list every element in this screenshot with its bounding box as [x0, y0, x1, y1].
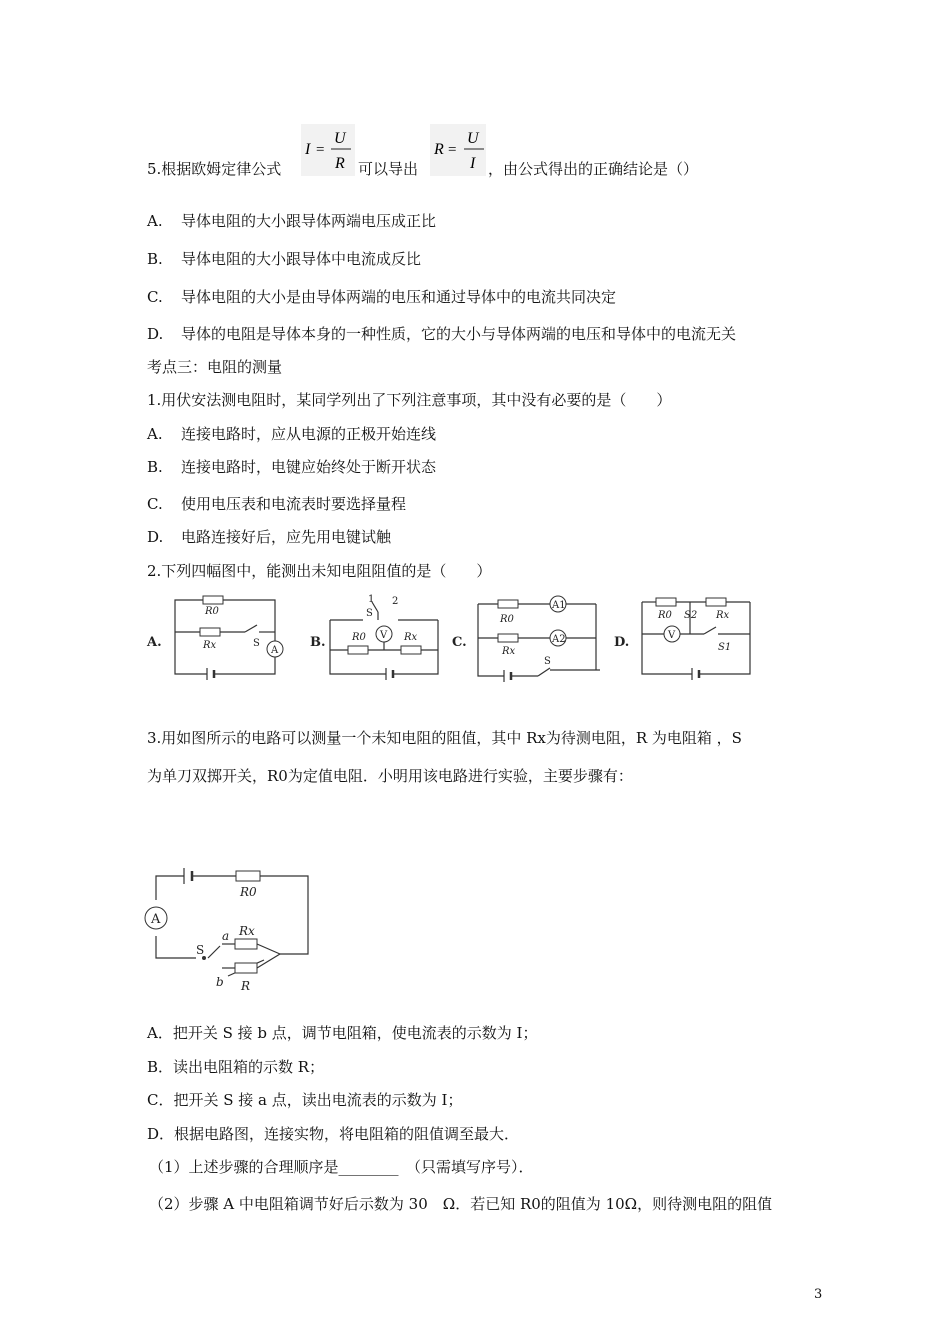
- circuit-a-right-wire: [215, 656, 275, 674]
- q3-wire-a-right: [257, 944, 280, 954]
- ohm-formula-2-svg: [430, 124, 486, 176]
- q3-rheostat: [235, 963, 257, 973]
- page-number: 3: [814, 1287, 823, 1302]
- q5-option-b[interactable]: [147, 248, 421, 269]
- circuit-a-switch-blade: [245, 625, 257, 632]
- q5-option-c[interactable]: [147, 286, 616, 307]
- q3-wire-right: [260, 876, 308, 954]
- circuit-b[interactable]: [308, 590, 448, 687]
- q3-a-point-label: a: [222, 929, 230, 943]
- q3-b-point-label: b: [216, 975, 224, 989]
- formula2-den: I: [470, 155, 476, 172]
- section-heading: 考点三：电阻的测量: [147, 358, 283, 376]
- q1-option-c[interactable]: [147, 493, 406, 514]
- q1-option-b[interactable]: [147, 456, 436, 477]
- circuit-d-r0: [656, 598, 676, 606]
- q5-option-a-text: 导体电阻的大小跟导体两端电压成正比: [181, 212, 437, 230]
- q3-switch-blade: [208, 946, 220, 958]
- circuit-b-voltmeter-label: V: [380, 630, 388, 641]
- q3-subquestion-2: （2）步骤 A 中电阻箱调节好后示数为 30 Ω．若已知 R0的阻值为 10Ω，则待测电阻的阻值: [149, 1195, 773, 1213]
- circuit-b-rx: [401, 646, 421, 654]
- circuit-c-rx-label: Rx: [502, 646, 516, 657]
- circuit-a-left-wire: [175, 632, 207, 674]
- circuit-b-r0-label: R0: [352, 632, 366, 643]
- formula1-eq: =: [316, 142, 325, 158]
- q5-option-a-label: A.: [147, 212, 163, 230]
- circuit-a-rx: [200, 628, 220, 636]
- circuit-d-rx-label: Rx: [716, 610, 730, 621]
- circuit-b-label: B.: [310, 635, 326, 650]
- circuit-a-r0-label: R0: [205, 606, 219, 617]
- q3-circuit[interactable]: [140, 858, 320, 994]
- circuit-d-r0-label: R0: [658, 610, 672, 621]
- circuit-d-s1-blade: [704, 627, 716, 634]
- q5-stem-suffix: ，由公式得出的正确结论是（）: [488, 160, 699, 178]
- circuit-a[interactable]: [145, 592, 295, 687]
- q3-stem-line-1: 3.用如图所示的电路可以测量一个未知电阻的阻值，其中 Rx为待测电阻，R 为电阻箱 ，S: [147, 729, 742, 747]
- q3-rx-label: Rx: [239, 924, 255, 938]
- ohm-formula-1: [301, 124, 355, 176]
- q3-step-b: B．读出电阻箱的示数 R；: [147, 1058, 325, 1076]
- circuit-a-rx-label: Rx: [203, 640, 217, 651]
- q1-option-c-label: C.: [147, 495, 163, 513]
- q1-option-d-text: 电路连接好后，应先用电键试触: [181, 528, 392, 546]
- q3-wire-left-bottom: [156, 936, 196, 958]
- circuit-a-top-wire: [175, 600, 275, 642]
- circuit-a-r0: [203, 596, 223, 604]
- ohm-formula-2: [430, 124, 486, 176]
- q5-option-c-text: 导体电阻的大小是由导体两端的电压和通过导体中的电流共同决定: [181, 288, 617, 306]
- q3-step-c: C．把开关 S 接 a 点，读出电流表的示数为 I；: [147, 1091, 463, 1109]
- q1-stem: 1.用伏安法测电阻时，某同学列出了下列注意事项，其中没有必要的是（ ）: [147, 391, 672, 409]
- q3-r0: [236, 871, 260, 881]
- q3-stem-line-2: 为单刀双掷开关，R0为定值电阻．小明用该电路进行实验，主要步骤有：: [147, 767, 633, 785]
- q5-stem-prefix: 5.根据欧姆定律公式: [147, 160, 282, 178]
- q3-r-label: R: [241, 979, 251, 993]
- q5-option-b-text: 导体电阻的大小跟导体中电流成反比: [181, 250, 422, 268]
- formula2-lhs: R: [434, 141, 444, 158]
- circuit-d-voltmeter-label: V: [668, 630, 676, 641]
- circuit-c-label: C.: [452, 635, 467, 650]
- q1-option-c-text: 使用电压表和电流表时要选择量程: [181, 495, 407, 513]
- q3-wire-top-left: [156, 876, 184, 900]
- formula1-num: U: [334, 130, 346, 147]
- circuit-b-terminal-2: 2: [392, 596, 399, 607]
- circuit-d[interactable]: [612, 592, 762, 687]
- q5-option-d-text: 导体的电阻是导体本身的一种性质，它的大小与导体两端的电压和导体中的电流无关: [181, 325, 737, 343]
- circuit-d-rx: [706, 598, 726, 606]
- circuit-b-rx-label: Rx: [404, 632, 418, 643]
- q1-option-d[interactable]: [147, 526, 391, 547]
- circuit-c-ammeter1-label: A1: [552, 600, 566, 611]
- circuit-c-rx: [498, 634, 518, 642]
- q5-option-d[interactable]: [147, 323, 736, 344]
- circuit-c-s-label: S: [544, 656, 551, 667]
- circuit-c-r0: [498, 600, 518, 608]
- circuit-a-ammeter-label: A: [271, 645, 279, 656]
- q3-step-a: A．把开关 S 接 b 点，调节电阻箱，使电流表的示数为 I；: [147, 1024, 538, 1042]
- q2-stem: 2.下列四幅图中，能测出未知电阻阻值的是（ ）: [147, 562, 492, 580]
- formula2-eq: =: [448, 142, 457, 158]
- q1-option-b-label: B.: [147, 458, 163, 476]
- formula1-lhs: I: [305, 141, 311, 158]
- q5-stem-mid: 可以导出: [358, 160, 419, 178]
- q3-rx: [235, 939, 257, 949]
- circuit-a-label: A.: [147, 635, 162, 650]
- q1-option-a-label: A.: [147, 425, 163, 443]
- q3-subquestion-1: （1）上述步骤的合理顺序是________ （只需填写序号）．: [149, 1158, 534, 1176]
- q3-r0-label: R0: [240, 885, 257, 899]
- formula1-den: R: [335, 155, 345, 172]
- q1-option-d-label: D.: [147, 528, 164, 546]
- circuit-c[interactable]: [450, 592, 600, 689]
- q1-option-b-text: 连接电路时，电键应始终处于断开状态: [181, 458, 437, 476]
- q3-s-label: S: [196, 943, 205, 957]
- circuit-d-s2-label: S2: [684, 610, 698, 621]
- circuit-d-s1-label: S1: [718, 642, 732, 653]
- q5-option-c-label: C.: [147, 288, 163, 306]
- circuit-c-switch-blade: [538, 668, 550, 676]
- q1-option-a[interactable]: [147, 423, 436, 444]
- circuit-b-terminal-1: 1: [368, 594, 375, 605]
- q5-option-a[interactable]: [147, 210, 436, 231]
- circuit-c-r0-label: R0: [500, 614, 514, 625]
- circuit-b-r0: [348, 646, 368, 654]
- circuit-d-label: D.: [614, 635, 630, 650]
- ohm-formula-1-svg: [301, 124, 355, 176]
- circuit-c-ammeter2-label: A2: [552, 634, 566, 645]
- q3-ammeter-label: A: [151, 912, 161, 927]
- q3-step-d: D．根据电路图，连接实物，将电阻箱的阻值调至最大．: [147, 1125, 520, 1143]
- formula2-num: U: [467, 130, 479, 147]
- circuit-b-s-label: S: [366, 608, 373, 619]
- q5-option-b-label: B.: [147, 250, 163, 268]
- q5-option-d-label: D.: [147, 325, 164, 343]
- q1-option-a-text: 连接电路时，应从电源的正极开始连线: [181, 425, 437, 443]
- circuit-a-s-label: S: [253, 638, 260, 649]
